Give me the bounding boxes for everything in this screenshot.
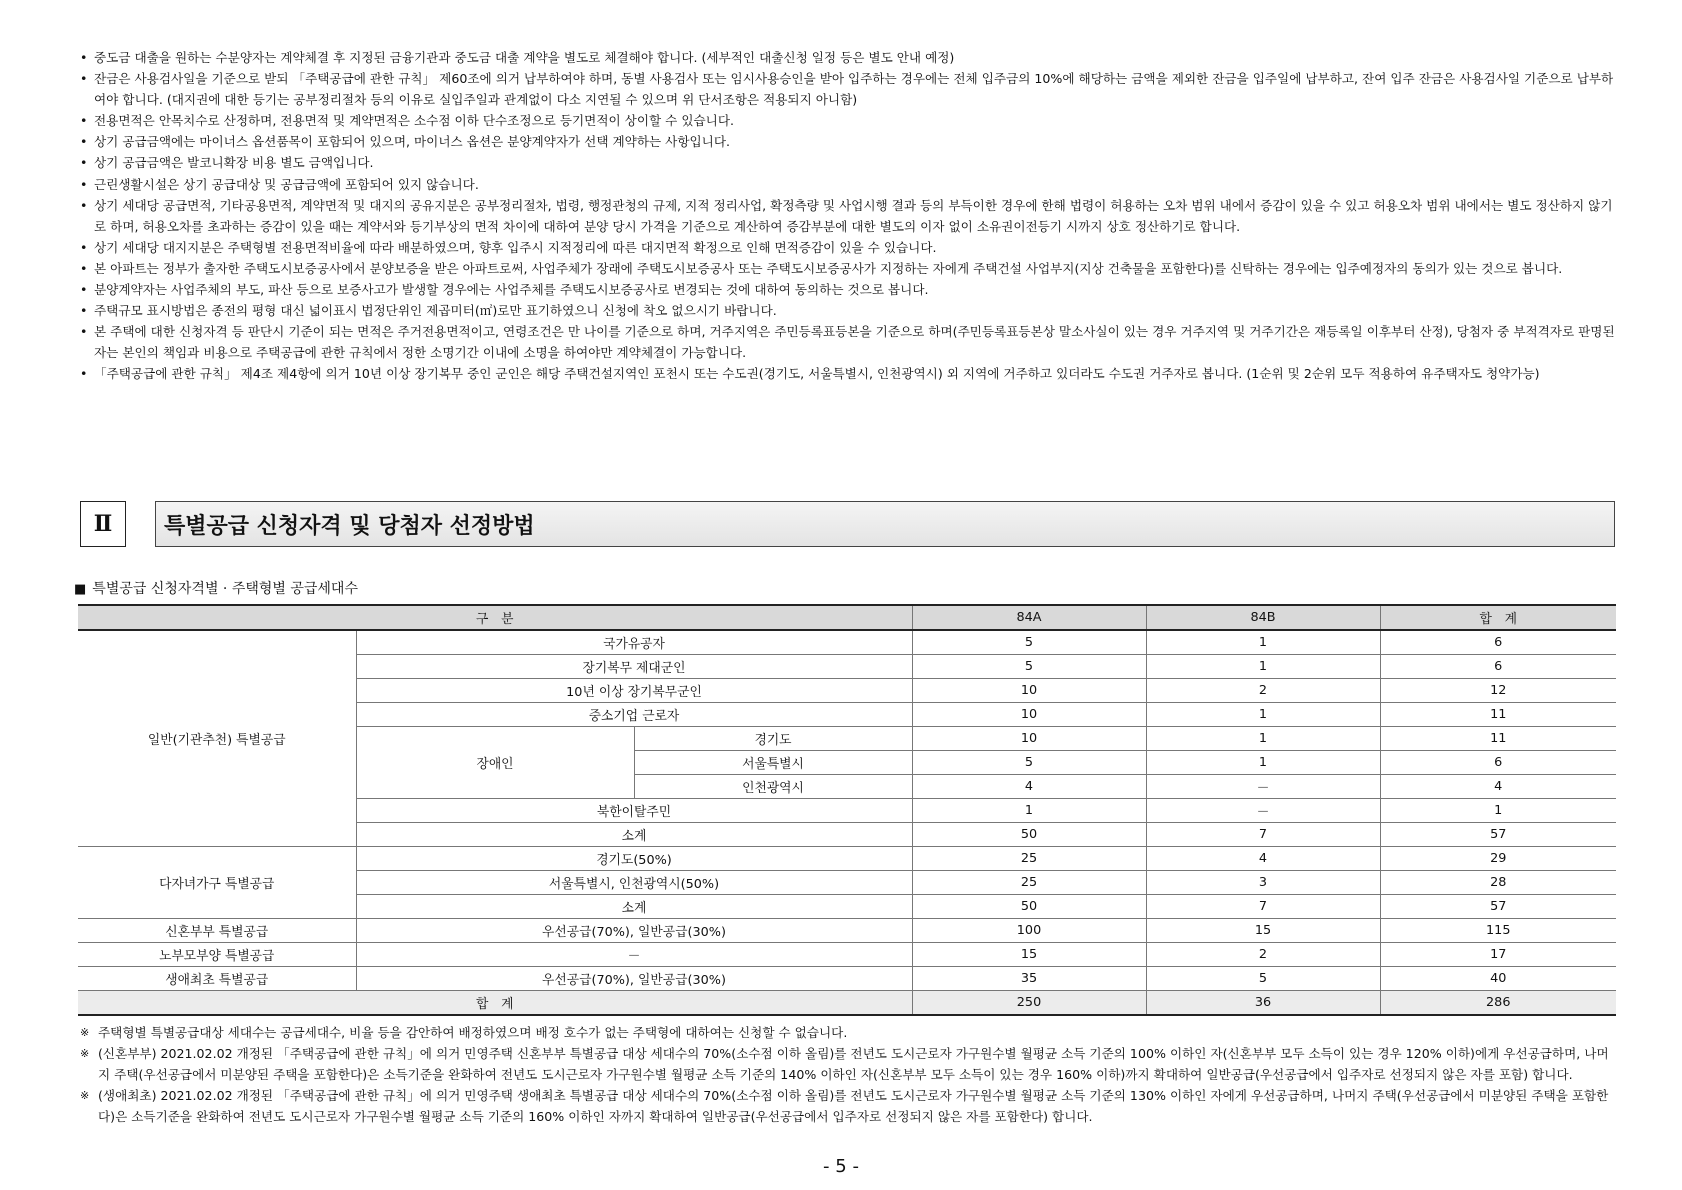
- cell-total: 6: [1380, 751, 1616, 775]
- row-label: 소계: [356, 895, 912, 919]
- row-label: 북한이탈주민: [356, 799, 912, 823]
- cell-total: 11: [1380, 727, 1616, 751]
- table-heading: [74, 578, 358, 598]
- footnotes: [80, 1022, 1620, 1127]
- cell-84b: 1: [1146, 703, 1380, 727]
- table-heading-text: 특별공급 신청자격별 · 주택형별 공급세대수: [92, 581, 358, 597]
- header-category: 구 분: [78, 605, 912, 630]
- cell-84b: 2: [1146, 679, 1380, 703]
- row-label: 우선공급(70%), 일반공급(30%): [356, 919, 912, 943]
- cell-total: 11: [1380, 703, 1616, 727]
- table-row: [78, 943, 1616, 967]
- group-elderly-label: 노부모부양 특별공급: [78, 943, 356, 967]
- row-label: 중소기업 근로자: [356, 703, 912, 727]
- cell-84a: 35: [912, 967, 1146, 991]
- bullet-item: • 「주택공급에 관한 규칙」 제4조 제4항에 의거 10년 이상 장기복무 중인 군인은 해당 주택건설지역인 포천시 또는 수도권(경기도, 서울특별시, 인천광역시) 외 지역에 거주하고 있더라도 수도권 거주자로 봅니다. (1순위 및 2순위 모두 적용하여 유주택자도 청약가능): [80, 363, 1620, 384]
- table-header-row: [78, 605, 1616, 630]
- cell-total: 40: [1380, 967, 1616, 991]
- table-row: [78, 919, 1616, 943]
- bullet-item: • 상기 공급금액에는 마이너스 옵션품목이 포함되어 있으며, 마이너스 옵션은 분양계약자가 선택 계약하는 사항입니다.: [80, 131, 1620, 152]
- header-total: 합 계: [1380, 605, 1616, 630]
- bullet-item: • 본 아파트는 정부가 출자한 주택도시보증공사에서 분양보증을 받은 아파트로써, 사업주체가 장래에 주택도시보증공사 또는 주택도시보증공사가 지정하는 자에게 주택건설 사업부지(지상 건축물을 포함한다)를 신탁하는 경우에는 입주예정자의 동의가 있는 것으로 봅니다.: [80, 258, 1620, 279]
- cell-total: 28: [1380, 871, 1616, 895]
- cell-total: 17: [1380, 943, 1616, 967]
- cell-84a: 100: [912, 919, 1146, 943]
- cell-84b: 5: [1146, 967, 1380, 991]
- bullet-item: • 중도금 대출을 원하는 수분양자는 계약체결 후 지정된 금융기관과 중도금 대출 계약을 별도로 체결해야 합니다. (세부적인 대출신청 일정 등은 별도 안내 예정): [80, 47, 1620, 68]
- bullet-item: • 상기 세대당 공급면적, 기타공용면적, 계약면적 및 대지의 공유지분은 공부정리절차, 법령, 행정관청의 규제, 지적 정리사업, 확정측량 및 사업시행 결과 등의 부득이한 경우에 한해 법령이 허용하는 오차 범위 내에서 증감이 있을 수 있고 허용오차 범위 내에서는 별도 정산하지 않기로 하며, 허용오차를 초과하는 증감이 있을 때는 계약서와 등기부상의 면적 차이에 대하여 분양 당시 가격을 기준으로 계산하여 증감부분에 대한 별도의 이자 없이 소유권이전등기 시까지 상호 정산하기로 합니다.: [80, 195, 1620, 237]
- cell-84b: －: [1146, 799, 1380, 823]
- bullet-item: • 상기 세대당 대지지분은 주택형별 전용면적비율에 따라 배분하였으며, 향후 입주시 지적정리에 따른 대지면적 확정으로 인해 면적증감이 있을 수 있습니다.: [80, 237, 1620, 258]
- header-84b: 84B: [1146, 605, 1380, 630]
- row-label: 경기도: [634, 727, 912, 751]
- cell-84a: 5: [912, 655, 1146, 679]
- notice-bullets: [80, 47, 1620, 385]
- row-label: 서울특별시, 인천광역시(50%): [356, 871, 912, 895]
- cell-84a: 10: [912, 679, 1146, 703]
- row-label: 장기복무 제대군인: [356, 655, 912, 679]
- bullet-item: • 근린생활시설은 상기 공급대상 및 공급금액에 포함되어 있지 않습니다.: [80, 174, 1620, 195]
- section-number: Ⅱ: [80, 501, 126, 547]
- square-marker-icon: ■: [74, 582, 87, 597]
- cell-84a: 250: [912, 991, 1146, 1016]
- bullet-item: • 잔금은 사용검사일을 기준으로 받되 「주택공급에 관한 규칙」 제60조에 의거 납부하여야 하며, 동별 사용검사 또는 임시사용승인을 받아 입주하는 경우에는 전체 입주금의 10%에 해당하는 금액을 제외한 잔금을 입주일에 납부하고, 잔여 입주 잔금은 사용검사일 기준으로 납부하여야 합니다. (대지권에 대한 등기는 공부정리절차 등의 이유로 실입주일과 관계없이 다소 지연될 수 있으며 위 단서조항은 적용되지 아니함): [80, 68, 1620, 110]
- group-disabled-label: 장애인: [356, 727, 634, 799]
- cell-84a: 50: [912, 823, 1146, 847]
- cell-84a: 5: [912, 630, 1146, 655]
- cell-84b: 1: [1146, 655, 1380, 679]
- row-label: 국가유공자: [356, 630, 912, 655]
- cell-84b: 1: [1146, 751, 1380, 775]
- cell-84b: 2: [1146, 943, 1380, 967]
- row-label: 경기도(50%): [356, 847, 912, 871]
- cell-total: 4: [1380, 775, 1616, 799]
- cell-total: 6: [1380, 655, 1616, 679]
- bullet-item: • 본 주택에 대한 신청자격 등 판단시 기준이 되는 면적은 주거전용면적이고, 연령조건은 만 나이를 기준으로 하며, 거주지역은 주민등록표등본을 기준으로 하며(주민등록표등본상 말소사실이 있는 경우 거주지역 및 거주기간은 재등록일 이후부터 산정), 당첨자 중 부적격자로 판명된 자는 본인의 책임과 비용으로 주택공급에 관한 규칙에서 정한 소명기간 이내에 소명을 하여야만 계약체결이 가능합니다.: [80, 321, 1620, 363]
- row-label: 10년 이상 장기복무군인: [356, 679, 912, 703]
- cell-84b: 7: [1146, 895, 1380, 919]
- table-row: [78, 630, 1616, 655]
- cell-total: 1: [1380, 799, 1616, 823]
- bullet-item: • 상기 공급금액은 발코니확장 비용 별도 금액입니다.: [80, 152, 1620, 173]
- cell-total: 286: [1380, 991, 1616, 1016]
- cell-84a: 15: [912, 943, 1146, 967]
- cell-84b: 36: [1146, 991, 1380, 1016]
- group-general-label: 일반(기관추천) 특별공급: [78, 630, 356, 847]
- footnote-item: ※ (생애최초) 2021.02.02 개정된 「주택공급에 관한 규칙」에 의거 민영주택 생애최초 특별공급 대상 세대수의 70%(소수점 이하 올림)를 전년도 도시근로자 가구원수별 월평균 소득 기준의 130% 이하인 자에게 우선공급하며, 나머지 주택(우선공급에서 미분양된 주택을 포함한다)은 소득기준을 완화하여 전년도 도시근로자 가구원수별 월평균 소득 기준의 160% 이하인 자까지 확대하여 일반공급(우선공급에서 입주자로 선정되지 않은 자를 포함한다) 합니다.: [80, 1085, 1620, 1127]
- cell-84a: 10: [912, 703, 1146, 727]
- cell-84b: 15: [1146, 919, 1380, 943]
- cell-84a: 25: [912, 871, 1146, 895]
- cell-total: 115: [1380, 919, 1616, 943]
- cell-84b: 1: [1146, 727, 1380, 751]
- footnote-item: ※ (신혼부부) 2021.02.02 개정된 「주택공급에 관한 규칙」에 의거 민영주택 신혼부부 특별공급 대상 세대수의 70%(소수점 이하 올림)를 전년도 도시근로자 가구원수별 월평균 소득 기준의 100% 이하인 자(신혼부부 모두 소득이 있는 경우 120% 이하)에게 우선공급하며, 나머지 주택(우선공급에서 미분양된 주택을 포함한다)은 소득기준을 완화하여 전년도 도시근로자 가구원수별 월평균 소득 기준의 140% 이하인 자(신혼부부 모두 소득이 있는 경우 160% 이하)까지 확대하여 일반공급(우선공급에서 입주자로 선정되지 않은 자를 포함) 합니다.: [80, 1043, 1620, 1085]
- table-row: [78, 847, 1616, 871]
- table-row: [78, 967, 1616, 991]
- row-label: 인천광역시: [634, 775, 912, 799]
- cell-84b: 3: [1146, 871, 1380, 895]
- cell-total: 57: [1380, 895, 1616, 919]
- row-label: 서울특별시: [634, 751, 912, 775]
- group-firsttime-label: 생애최초 특별공급: [78, 967, 356, 991]
- cell-total: 57: [1380, 823, 1616, 847]
- row-label: 소계: [356, 823, 912, 847]
- cell-84a: 25: [912, 847, 1146, 871]
- row-label: 우선공급(70%), 일반공급(30%): [356, 967, 912, 991]
- bullet-item: • 분양계약자는 사업주체의 부도, 파산 등으로 보증사고가 발생할 경우에는 사업주체를 주택도시보증공사로 변경되는 것에 대하여 동의하는 것으로 봅니다.: [80, 279, 1620, 300]
- page-number: - 5 -: [823, 1156, 859, 1177]
- cell-84b: －: [1146, 775, 1380, 799]
- cell-84b: 1: [1146, 630, 1380, 655]
- cell-84a: 5: [912, 751, 1146, 775]
- section-title: 특별공급 신청자격 및 당첨자 선정방법: [155, 501, 1615, 547]
- footnote-item: ※ 주택형별 특별공급대상 세대수는 공급세대수, 비율 등을 감안하여 배정하였으며 배정 호수가 없는 주택형에 대하여는 신청할 수 없습니다.: [80, 1022, 1620, 1043]
- table-total-row: [78, 991, 1616, 1016]
- cell-84a: 10: [912, 727, 1146, 751]
- group-multichild-label: 다자녀가구 특별공급: [78, 847, 356, 919]
- cell-total: 12: [1380, 679, 1616, 703]
- row-label: －: [356, 943, 912, 967]
- bullet-item: • 전용면적은 안목치수로 산정하며, 전용면적 및 계약면적은 소수점 이하 단수조정으로 등기면적이 상이할 수 있습니다.: [80, 110, 1620, 131]
- header-84a: 84A: [912, 605, 1146, 630]
- cell-84a: 4: [912, 775, 1146, 799]
- bullet-item: • 주택규모 표시방법은 종전의 평형 대신 넓이표시 법정단위인 제곱미터(㎡)로만 표기하였으니 신청에 착오 없으시기 바랍니다.: [80, 300, 1620, 321]
- supply-table: [78, 604, 1616, 1016]
- cell-84a: 50: [912, 895, 1146, 919]
- grand-total-label: 합 계: [78, 991, 912, 1016]
- cell-84b: 4: [1146, 847, 1380, 871]
- cell-total: 29: [1380, 847, 1616, 871]
- cell-84a: 1: [912, 799, 1146, 823]
- group-newlywed-label: 신혼부부 특별공급: [78, 919, 356, 943]
- cell-84b: 7: [1146, 823, 1380, 847]
- cell-total: 6: [1380, 630, 1616, 655]
